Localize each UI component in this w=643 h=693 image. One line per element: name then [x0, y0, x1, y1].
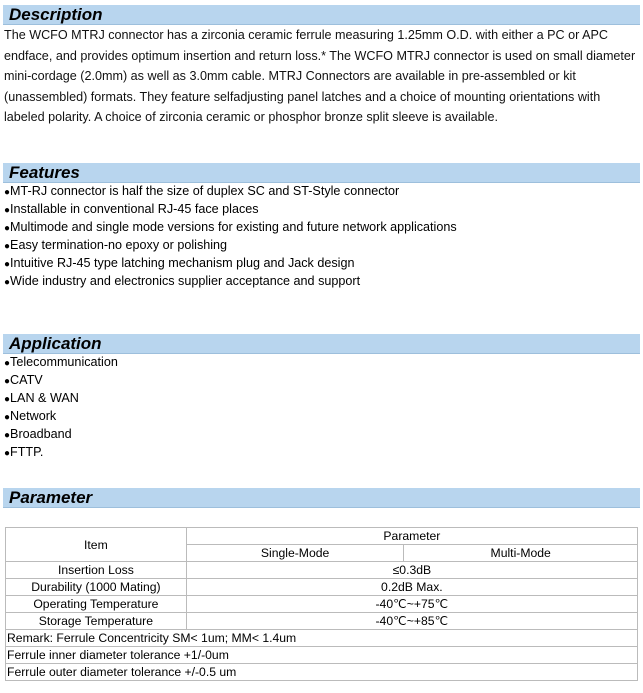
bullet-icon: ● [4, 376, 11, 387]
features-list [4, 183, 457, 291]
bullet-icon: ● [4, 259, 11, 270]
description-text: The WCFO MTRJ connector has a zirconia ceramic ferrule measuring 1.25mm O.D. with either a PC or APC endface, and provides optimum insertion and return loss.* The WCFO MTRJ connector is used on small diameter mini-cordage (2.0mm) as well as 3.0mm cable. MTRJ Connectors are available in pre-assembled or kit (unassembled) formats. They feature selfadjusting panel latches and a choice of mounting orientations with labeled polarity. A choice of zirconia ceramic or phosphor bronze split sleeve is available. [4, 28, 636, 124]
table-row [6, 579, 638, 596]
table-row [6, 647, 638, 664]
list-item: ●Intuitive RJ-45 type latching mechanism plug and Jack design [4, 256, 355, 270]
remark-text: Ferrule inner diameter tolerance +1/-0um [6, 647, 638, 664]
row-item: Operating Temperature [6, 596, 187, 613]
row-item: Durability (1000 Mating) [6, 579, 187, 596]
table-row [6, 596, 638, 613]
item-header: Item [6, 528, 187, 562]
remark-text: Remark: Ferrule Concentricity SM< 1um; MM< 1.4um [6, 630, 638, 647]
row-value: -40℃~+75℃ [186, 596, 637, 613]
list-item: ●Easy termination-no epoxy or polishing [4, 238, 228, 252]
list-item: ●FTTP. [4, 445, 44, 459]
bullet-icon: ● [4, 358, 11, 369]
list-item: ●MT-RJ connector is half the size of duplex SC and ST-Style connector [4, 184, 400, 198]
row-item: Insertion Loss [6, 562, 187, 579]
list-item: ●Network [4, 409, 57, 423]
list-item: ●Broadband [4, 427, 72, 441]
table-row [6, 664, 638, 681]
application-list [4, 354, 118, 462]
bullet-icon: ● [4, 187, 11, 198]
parameter-heading: Parameter [9, 488, 93, 507]
row-value: 0.2dB Max. [186, 579, 637, 596]
table-row [6, 562, 638, 579]
description-header [3, 5, 640, 25]
table-row [6, 630, 638, 647]
application-header [3, 334, 640, 354]
bullet-icon: ● [4, 241, 11, 252]
parameter-group-header: Parameter [186, 528, 637, 545]
table-row [6, 528, 638, 545]
bullet-icon: ● [4, 277, 11, 288]
bullet-icon: ● [4, 448, 11, 459]
list-item: ●CATV [4, 373, 43, 387]
list-item: ●Multimode and single mode versions for existing and future network applications [4, 220, 457, 234]
row-value: ≤0.3dB [186, 562, 637, 579]
features-heading: Features [9, 163, 80, 182]
features-header [3, 163, 640, 183]
bullet-icon: ● [4, 412, 11, 423]
bullet-icon: ● [4, 223, 11, 234]
bullet-icon: ● [4, 430, 11, 441]
list-item: ●Installable in conventional RJ-45 face places [4, 202, 259, 216]
parameter-table [5, 527, 638, 681]
bullet-icon: ● [4, 394, 11, 405]
row-value: -40℃~+85℃ [186, 613, 637, 630]
bullet-icon: ● [4, 205, 11, 216]
table-row [6, 613, 638, 630]
parameter-header [3, 488, 640, 508]
row-item: Storage Temperature [6, 613, 187, 630]
list-item: ●LAN & WAN [4, 391, 79, 405]
list-item: ●Wide industry and electronics supplier acceptance and support [4, 274, 361, 288]
application-heading: Application [9, 334, 102, 353]
multi-mode-header: Multi-Mode [404, 545, 638, 562]
single-mode-header: Single-Mode [186, 545, 404, 562]
list-item: ●Telecommunication [4, 355, 118, 369]
description-heading: Description [9, 5, 103, 24]
remark-text: Ferrule outer diameter tolerance +/-0.5 um [6, 664, 638, 681]
